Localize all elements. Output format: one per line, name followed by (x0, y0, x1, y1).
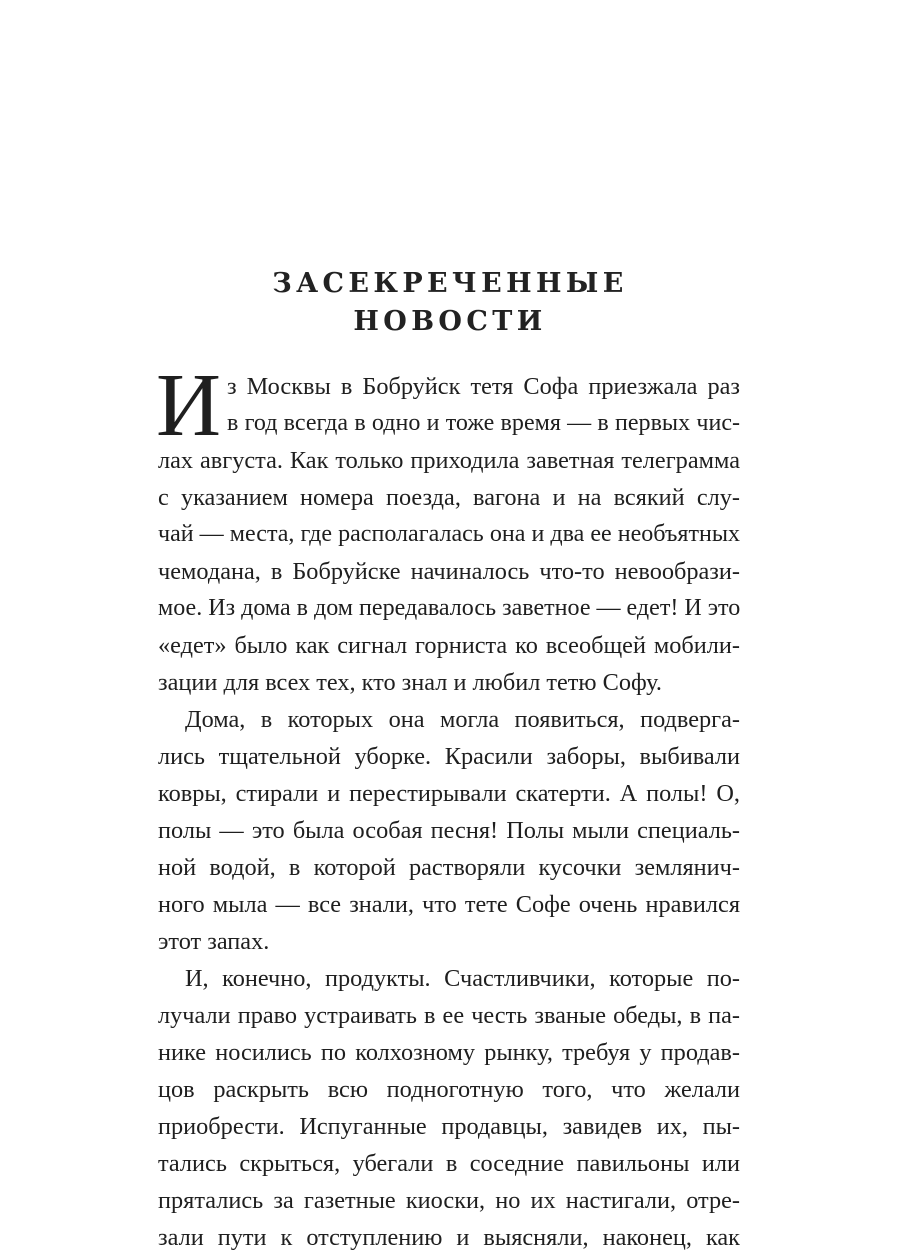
text-line: лись тщательной уборке. Красили заборы, выбивали (158, 743, 740, 770)
chapter-title-line-1: ЗАСЕКРЕЧЕННЫЕ (272, 268, 628, 299)
text-line: лучали право устраивать в ее честь званые обеды, в па- (158, 1002, 740, 1029)
text-line: И, конечно, продукты. Счастливчики, которые по- (185, 965, 740, 992)
text-line: зали пути к отступлению и выясняли, наконец, как (158, 1224, 740, 1251)
text-line: нике носились по колхозному рынку, требуя у продав- (158, 1039, 740, 1066)
text-line: цов раскрыть всю подноготную того, что желали (158, 1076, 740, 1103)
text-line: чемодана, в Бобруйске начиналось что-то невообрази- (158, 558, 740, 585)
text-line: в год всегда в одно и тоже время — в первых чис- (227, 410, 740, 436)
text-line: Дома, в которых она могла появиться, подверга- (185, 706, 740, 733)
text-line: лах августа. Как только приходила заветная телеграмма (158, 447, 740, 474)
text-line: тались скрыться, убегали в соседние павильоны или (158, 1150, 740, 1177)
text-line: полы — это была особая песня! Полы мыли специаль- (158, 817, 740, 844)
text-line: ной водой, в которой растворяли кусочки землянич- (158, 854, 740, 881)
text-line: зации для всех тех, кто знал и любил тетю Софу. (158, 669, 662, 696)
text-line: прятались за газетные киоски, но их настигали, отре- (158, 1187, 740, 1214)
text-line: с указанием номера поезда, вагона и на всякий слу- (158, 484, 740, 511)
body-text (156, 356, 741, 1256)
text-line: з Москвы в Бобруйск тетя Софа приезжала раз (227, 373, 740, 400)
text-line: этот запах. (158, 928, 270, 955)
text-line: мое. Из дома в дом передавалось заветное — едет! И это (158, 595, 741, 621)
text-line: приобрести. Испуганные продавцы, завидев их, пы- (158, 1113, 740, 1140)
text-line: чай — места, где располагалась она и два ее необъятных (158, 521, 740, 547)
drop-cap: И (156, 356, 221, 455)
chapter-title-line-2: НОВОСТИ (353, 306, 547, 337)
text-line: «едет» было как сигнал горниста ко всеобщей мобили- (158, 632, 740, 659)
text-line: ковры, стирали и перестирывали скатерти. А полы! О, (158, 780, 740, 807)
text-line: ного мыла — все знали, что тете Софе очень нравился (158, 891, 740, 918)
